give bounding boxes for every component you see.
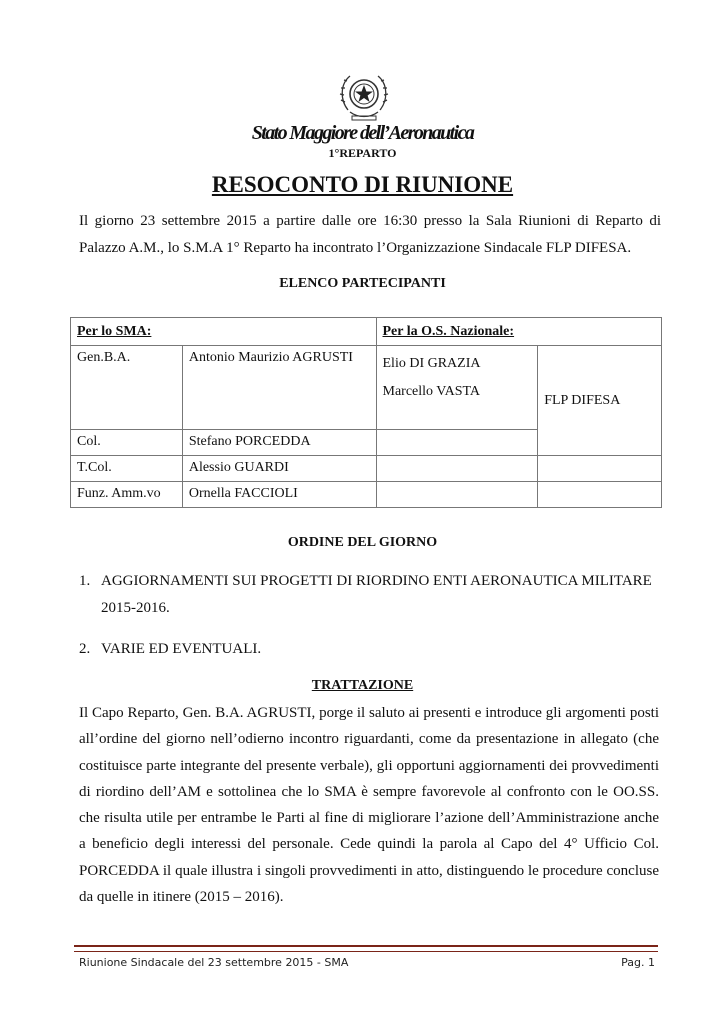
table-row <box>71 346 662 430</box>
empty-cell <box>538 456 662 482</box>
agenda-item-text: AGGIORNAMENTI SUI PROGETTI DI RIORDINO ENTI AERONAUTICA MILITARE 2015-2016. <box>101 573 652 616</box>
agenda-item-number: 1. <box>79 573 91 589</box>
participant-name: Antonio Maurizio AGRUSTI <box>182 346 376 430</box>
participant-name: Stefano PORCEDDA <box>182 430 376 456</box>
discussion-heading: TRATTAZIONE <box>311 678 414 693</box>
participant-rank: Funz. Amm.vo <box>71 482 183 508</box>
participant-rank: Gen.B.A. <box>71 346 183 430</box>
agenda-heading: ORDINE DEL GIORNO <box>287 535 438 550</box>
page-number: Pag. 1 <box>621 956 655 969</box>
table-row <box>71 456 662 482</box>
participants-heading: ELENCO PARTECIPANTI <box>279 276 446 291</box>
document-title: RESOCONTO DI RIUNIONE <box>211 172 514 197</box>
table-row <box>71 482 662 508</box>
agenda-item-text: VARIE ED EVENTUALI. <box>101 641 262 657</box>
empty-cell <box>376 430 538 456</box>
participant-name: Alessio GUARDI <box>182 456 376 482</box>
department-name: 1°REPARTO <box>328 146 397 160</box>
empty-cell <box>538 482 662 508</box>
footer-divider <box>74 945 658 952</box>
sma-column-header: Per lo SMA: <box>71 318 377 346</box>
os-column-header: Per la O.S. Nazionale: <box>376 318 662 346</box>
os-representatives-cell <box>376 346 538 430</box>
os-representative: Marcello VASTA <box>382 384 481 399</box>
italian-republic-emblem-icon <box>338 68 390 126</box>
empty-cell <box>376 482 538 508</box>
discussion-paragraph: Il Capo Reparto, Gen. B.A. AGRUSTI, porge il saluto ai presenti e introduce gli argomenti posti all’ordine del giorno nell’odierno incontro riguardanti, come da presentazione in allegato (che costituisce parte integrante del presente verbale), gli opportuni aggiornamenti dei provvedimenti di riordino dell’AM e sottolinea che lo SMA è sempre favorevole al confronto con le OO.SS. che risulta utile per entrambe le Parti al fine di migliorare l’azione dell’Amministrazione anche a beneficio degli interessi del personale. Cede quindi la parola al Capo del 4° Ufficio Col. PORCEDDA il quale illustra i singoli provvedimenti in atto, distinguendo le procedure concluse da quelle in itinere (2015 – 2016). <box>79 705 659 906</box>
participant-rank: T.Col. <box>71 456 183 482</box>
agenda-list <box>79 568 664 663</box>
agenda-item-number: 2. <box>79 641 91 657</box>
table-header-row <box>71 318 662 346</box>
footer-title: Riunione Sindacale del 23 settembre 2015 - SMA <box>79 956 349 969</box>
empty-cell <box>376 456 538 482</box>
organization-name: Stato Maggiore dell’Aeronautica <box>251 122 474 144</box>
os-representative: Elio DI GRAZIA <box>382 356 481 371</box>
list-item <box>79 568 664 622</box>
os-union-name: FLP DIFESA <box>538 346 662 456</box>
participant-name: Ornella FACCIOLI <box>182 482 376 508</box>
list-item <box>79 636 664 663</box>
intro-paragraph: Il giorno 23 settembre 2015 a partire dalle ore 16:30 presso la Sala Riunioni di Reparto di Palazzo A.M., lo S.M.A 1° Reparto ha incontrato l’Organizzazione Sindacale FLP DIFESA. <box>79 213 661 256</box>
participant-rank: Col. <box>71 430 183 456</box>
participants-table <box>70 317 662 508</box>
